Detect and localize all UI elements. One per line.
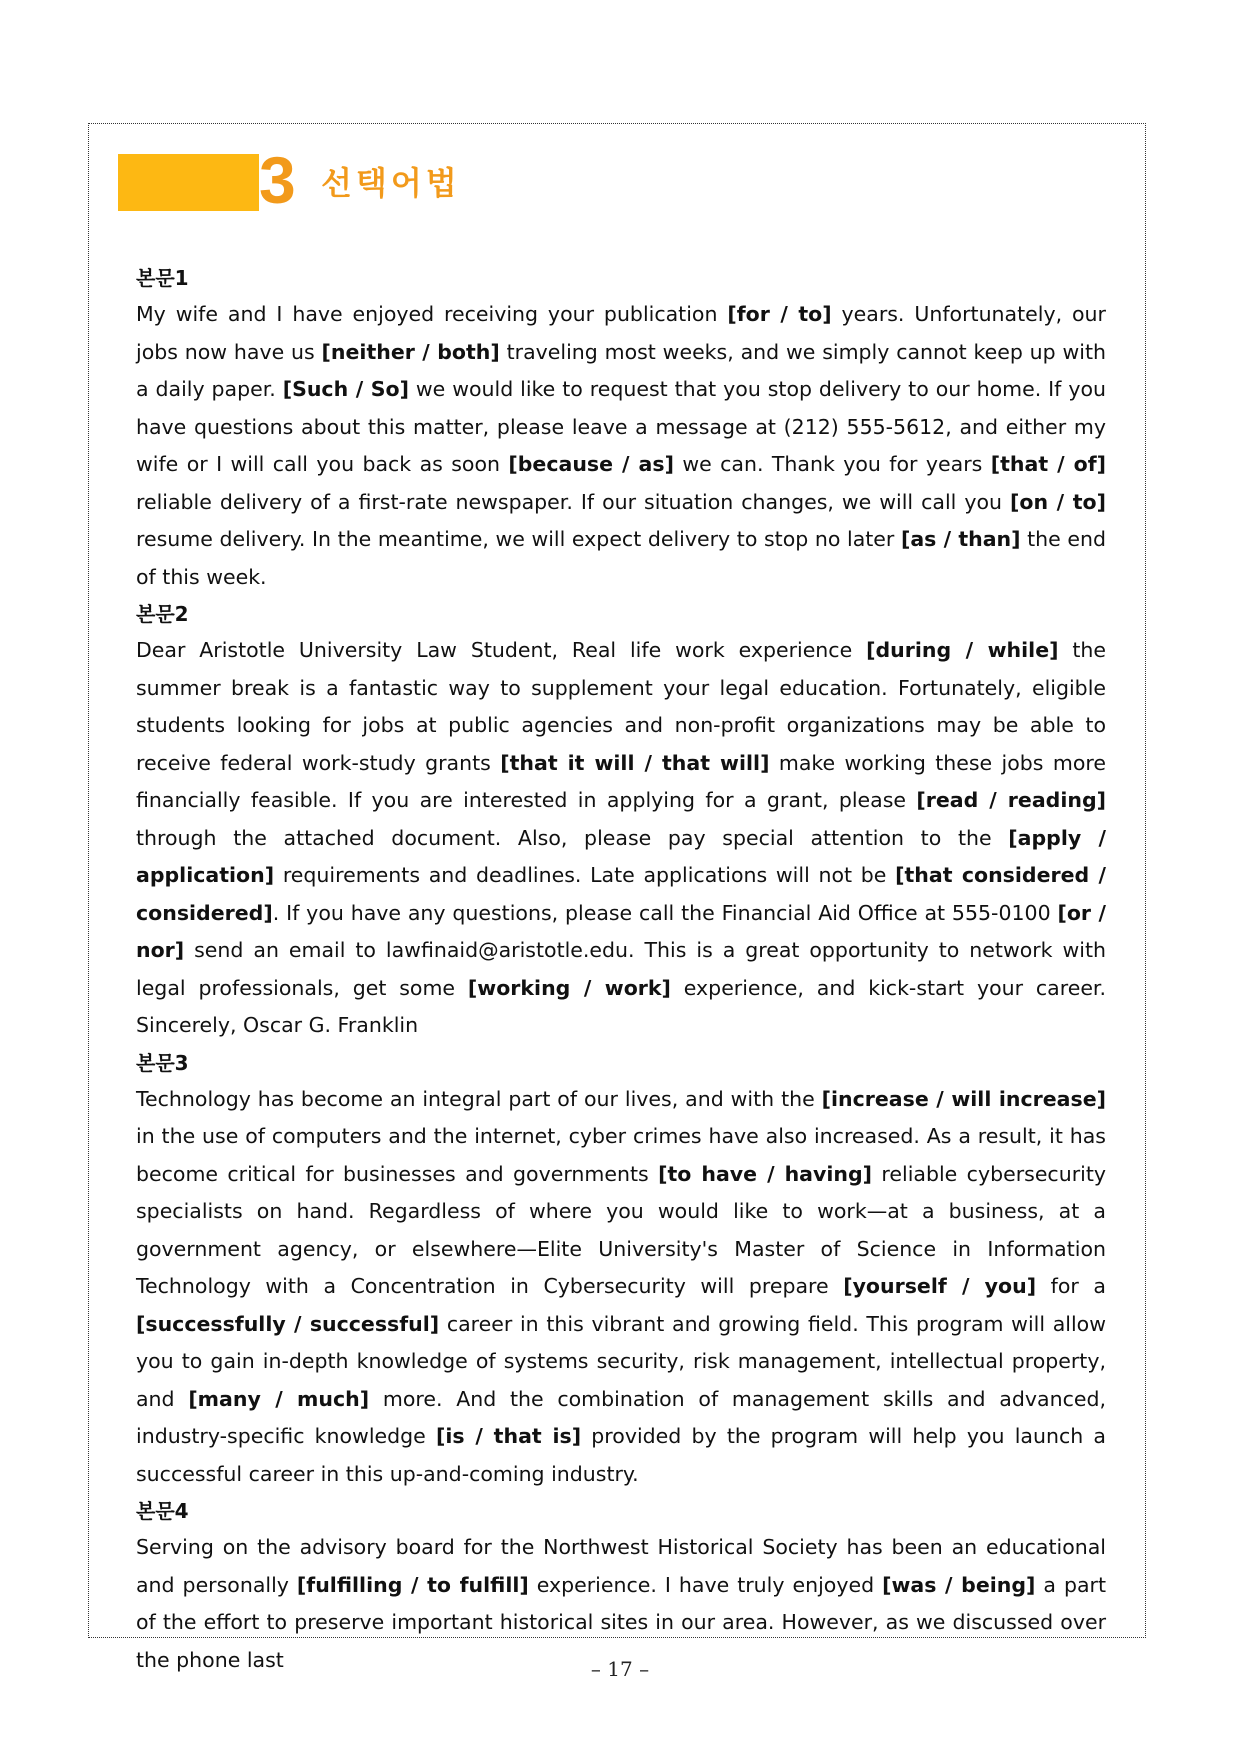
- text-segment: we can. Thank you for years: [673, 452, 991, 476]
- passage-3: [136, 1045, 1106, 1494]
- choice-option: [on / to]: [1010, 489, 1107, 514]
- text-segment: experience. I have truly enjoyed: [528, 1572, 883, 1597]
- text-segment: reliable cybersecurity specialists on hand. Regardless of where you would like to work—at a business, at a government agency, or elsewhere—Elite University's Master of Science in Information Technology with a Concentration in Cybersecurity will prepare: [136, 1161, 1106, 1298]
- passage-label: 본문3: [136, 1050, 189, 1075]
- section-color-bar: [118, 154, 259, 211]
- text-segment: the summer break is a fantastic way to supplement your legal education. Fortunately, eligible students looking for jobs at public agencies and non-profit organizations may be able to receive federal work-study grants: [136, 638, 1106, 775]
- choice-option: [or / nor]: [136, 900, 1107, 962]
- choice-option: [apply / application]: [136, 825, 1106, 887]
- page-number: – 17 –: [590, 1657, 650, 1681]
- passage-text: [136, 1081, 1106, 1494]
- choice-option: [read / reading]: [916, 788, 1106, 812]
- passage-label: 본문4: [136, 1499, 189, 1523]
- text-segment: more. And the combination of management skills and advanced, industry-specific knowledge: [136, 1386, 1106, 1448]
- text-segment: provided by the program will help you launch a successful career in this up-and-coming industry.: [136, 1424, 1106, 1486]
- text-segment: through the attached document. Also, please pay special attention to the: [136, 825, 1009, 850]
- choice-option: [that it will / that will]: [500, 750, 770, 775]
- choice-option: [fulfilling / to fulfill]: [296, 1572, 529, 1597]
- text-segment: career in this vibrant and growing field. This program will allow you to gain in-depth knowledge of systems security, risk management, intellectual property, and: [136, 1311, 1106, 1411]
- text-segment: My wife and I have enjoyed receiving your publication: [136, 302, 728, 326]
- text-segment: reliable delivery of a first-rate newspaper. If our situation changes, we will call you: [136, 489, 1010, 514]
- text-segment: . If you have any questions, please call the Financial Aid Office at 555-0100: [272, 900, 1058, 925]
- text-segment: the end of this week.: [136, 527, 1107, 589]
- text-segment: a part of the effort to preserve important historical sites in our area. However, as we discussed over the phone last: [136, 1572, 1106, 1672]
- text-segment: Technology has become an integral part of our lives, and with the: [136, 1086, 822, 1111]
- passage-2: [136, 596, 1106, 1045]
- text-segment: we would like to request that you stop delivery to our home. If you have questions about this matter, please leave a message at (212) 555-5612, and either my wife or I will call you back as soon: [136, 377, 1106, 476]
- passage-1: [136, 260, 1106, 596]
- passage-label: 본문2: [136, 602, 189, 626]
- choice-option: [during / while]: [866, 638, 1059, 662]
- text-segment: years. Unfortunately, our jobs now have us: [136, 302, 1106, 364]
- text-segment: for a: [1036, 1274, 1106, 1298]
- text-segment: send an email to lawfinaid@aristotle.edu. This is a great opportunity to network with legal professionals, get some: [136, 938, 1106, 1000]
- choice-option: [Such / So]: [282, 377, 409, 401]
- section-heading: [118, 143, 618, 217]
- choice-option: [is / that is]: [435, 1424, 582, 1448]
- choice-option: [increase / will increase]: [821, 1086, 1106, 1111]
- choice-option: [was / being]: [882, 1572, 1036, 1597]
- choice-option: [many / much]: [188, 1386, 370, 1411]
- text-segment: experience, and kick-start your career. Sincerely, Oscar G. Franklin: [136, 975, 1106, 1037]
- section-title: 선택어법: [321, 164, 461, 202]
- choice-option: [to have / having]: [658, 1161, 873, 1186]
- text-segment: requirements and deadlines. Late applications will not be: [274, 863, 896, 887]
- choice-option: [for / to]: [727, 302, 832, 326]
- text-segment: traveling most weeks, and we simply cannot keep up with a daily paper.: [136, 339, 1106, 401]
- passage-text: [136, 632, 1106, 1045]
- text-segment: Serving on the advisory board for the Northwest Historical Society has been an educational and personally: [136, 1535, 1106, 1597]
- text-segment: make working these jobs more financially feasible. If you are interested in applying for a grant, please: [136, 750, 1106, 812]
- text-segment: in the use of computers and the internet, cyber crimes have also increased. As a result, it has become critical for businesses and governments: [136, 1124, 1106, 1186]
- choice-option: [neither / both]: [321, 339, 500, 364]
- choice-option: [as / than]: [900, 527, 1021, 551]
- choice-option: [working / work]: [467, 975, 671, 1000]
- choice-option: [successfully / successful]: [136, 1311, 440, 1336]
- choice-option: [that / of]: [990, 452, 1107, 476]
- choice-option: [yourself / you]: [843, 1274, 1037, 1298]
- text-segment: Dear Aristotle University Law Student, Real life work experience: [136, 638, 867, 662]
- passages-container: [136, 260, 1106, 1679]
- section-number: 3: [259, 143, 296, 217]
- text-segment: resume delivery. In the meantime, we will expect delivery to stop no later: [136, 527, 901, 551]
- passage-text: [136, 296, 1106, 596]
- choice-option: [because / as]: [508, 452, 674, 476]
- passage-label: 본문1: [136, 266, 189, 290]
- passage-4: [136, 1493, 1106, 1679]
- choice-option: [that considered / considered]: [136, 863, 1107, 925]
